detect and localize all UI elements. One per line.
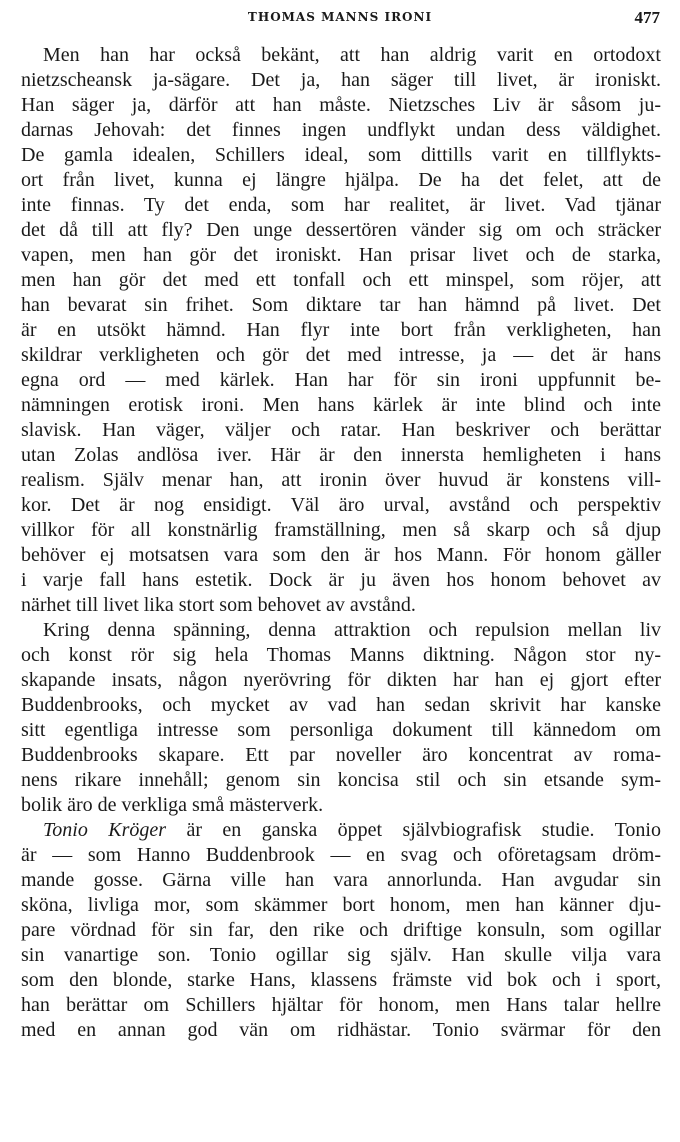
text-line (21, 818, 661, 843)
text-line: och konst rör sig hela Thomas Manns diktning. Någon stor ny- (21, 644, 661, 666)
text-line: som den blonde, starke Hans, klassens främste vid bok och i sport, (21, 969, 661, 991)
text-line: nens rikare innehåll; genom sin koncisa stil och sin etsande sym- (21, 769, 661, 791)
text-line: Buddenbrooks skapare. Ett par noveller äro koncentrat av roma- (21, 744, 661, 766)
text-line: slavisk. Han väger, väljer och ratar. Han beskriver och berättar (21, 419, 661, 441)
text-line: skapande insats, någon nyerövring för dikten har han ej gjort efter (21, 669, 661, 691)
text-line: kor. Det är nog ensidigt. Väl äro urval, avstånd och perspektiv (21, 494, 661, 516)
text-line: utan Zolas andlösa iver. Här är den innersta hemligheten i hans (21, 444, 661, 466)
text-line: Kring denna spänning, denna attraktion och repulsion mellan liv (43, 619, 661, 641)
text-line: men han gör det med ett tonfall och ett minspel, som röjer, att (21, 269, 661, 291)
body-text (21, 43, 661, 1043)
text-line: han berättar om Schillers hjältar för honom, men Hans talar hellre (21, 994, 661, 1016)
text-line: Buddenbrooks, och mycket av vad han sedan skrivit har kanske (21, 694, 661, 716)
text-line: darnas Jehovah: det finnes ingen undflykt undan dess väldighet. (21, 119, 661, 141)
text-line: med en annan god vän om ridhästar. Tonio svärmar för den (21, 1019, 661, 1041)
text-line: behöver ej motsatsen vara som den är hos Mann. För honom gäller (21, 544, 661, 566)
text-line: sitt egentliga intresse som personliga dokument till kännedom om (21, 719, 661, 741)
text-line: skildrar verkligheten och gör det med intresse, ja — det är hans (21, 344, 661, 366)
text-line: nietzscheansk ja-sägare. Det ja, han säger till livet, är ironiskt. (21, 69, 661, 91)
paragraph-2 (21, 618, 661, 818)
text-line: sköna, livliga mor, som skämmer bort honom, men han känner dju- (21, 894, 661, 916)
text-line: Men han har också bekänt, att han aldrig varit en ortodoxt (43, 44, 661, 66)
text-line: egna ord — med kärlek. Han har för sin ironi uppfunnit be- (21, 369, 661, 391)
page-header (20, 6, 660, 30)
text-line: villkor för all konstnärlig framställning, men så skarp och så djup (21, 519, 661, 541)
text-line: vapen, men han gör det ironiskt. Han prisar livet och de starka, (21, 244, 661, 266)
text-line: ort från livet, kunna ej längre hjälpa. De ha det felet, att de (21, 169, 661, 191)
text-line: De gamla idealen, Schillers ideal, som dittills varit en tillflykts- (21, 144, 661, 166)
text-line: Han säger ja, därför att han måste. Nietzsches Liv är såsom ju- (21, 94, 661, 116)
text-line: är — som Hanno Buddenbrook — en svag och oföretagsam dröm- (21, 844, 661, 866)
text-line: i varje fall hans estetik. Dock är ju även hos honom behovet av (21, 569, 661, 591)
page-number: 477 (634, 8, 660, 27)
text-line: sin vanartige son. Tonio ogillar sig själv. Han skulle vilja vara (21, 944, 661, 966)
text-line: han bevarat sin frihet. Som diktare tar han hämnd på livet. Det (21, 294, 661, 316)
paragraph-3 (21, 818, 661, 1043)
text-line: är en utsökt hämnd. Han flyr inte bort från verkligheten, han (21, 319, 661, 341)
text-line: det då till att fly? Den unge dessertören vänder sig om och sträcker (21, 219, 661, 241)
text-line-rest: är en ganska öppet självbiografisk studie. Tonio (166, 819, 661, 841)
text-line: inte finnas. Ty det enda, som har realitet, är livet. Vad tjänar (21, 194, 661, 216)
text-line: nämningen erotisk ironi. Men hans kärlek är inte blind och inte (21, 394, 661, 416)
text-line: pare vördnad för sin far, den rike och driftige konsuln, som ogillar (21, 919, 661, 941)
text-line: bolik äro de verkliga små mästerverk. (21, 794, 324, 816)
text-line: mande gosse. Gärna ville han vara annorlunda. Han avgudar sin (21, 869, 661, 891)
paragraph-1 (21, 43, 661, 618)
text-line: realism. Själv menar han, att ironin över huvud är konstens vill- (21, 469, 661, 491)
running-head: THOMAS MANNS IRONI (247, 10, 433, 24)
text-line: närhet till livet lika stort som behovet av avstånd. (21, 594, 416, 616)
book-title-tonio-kroger: Tonio Kröger (43, 819, 167, 841)
